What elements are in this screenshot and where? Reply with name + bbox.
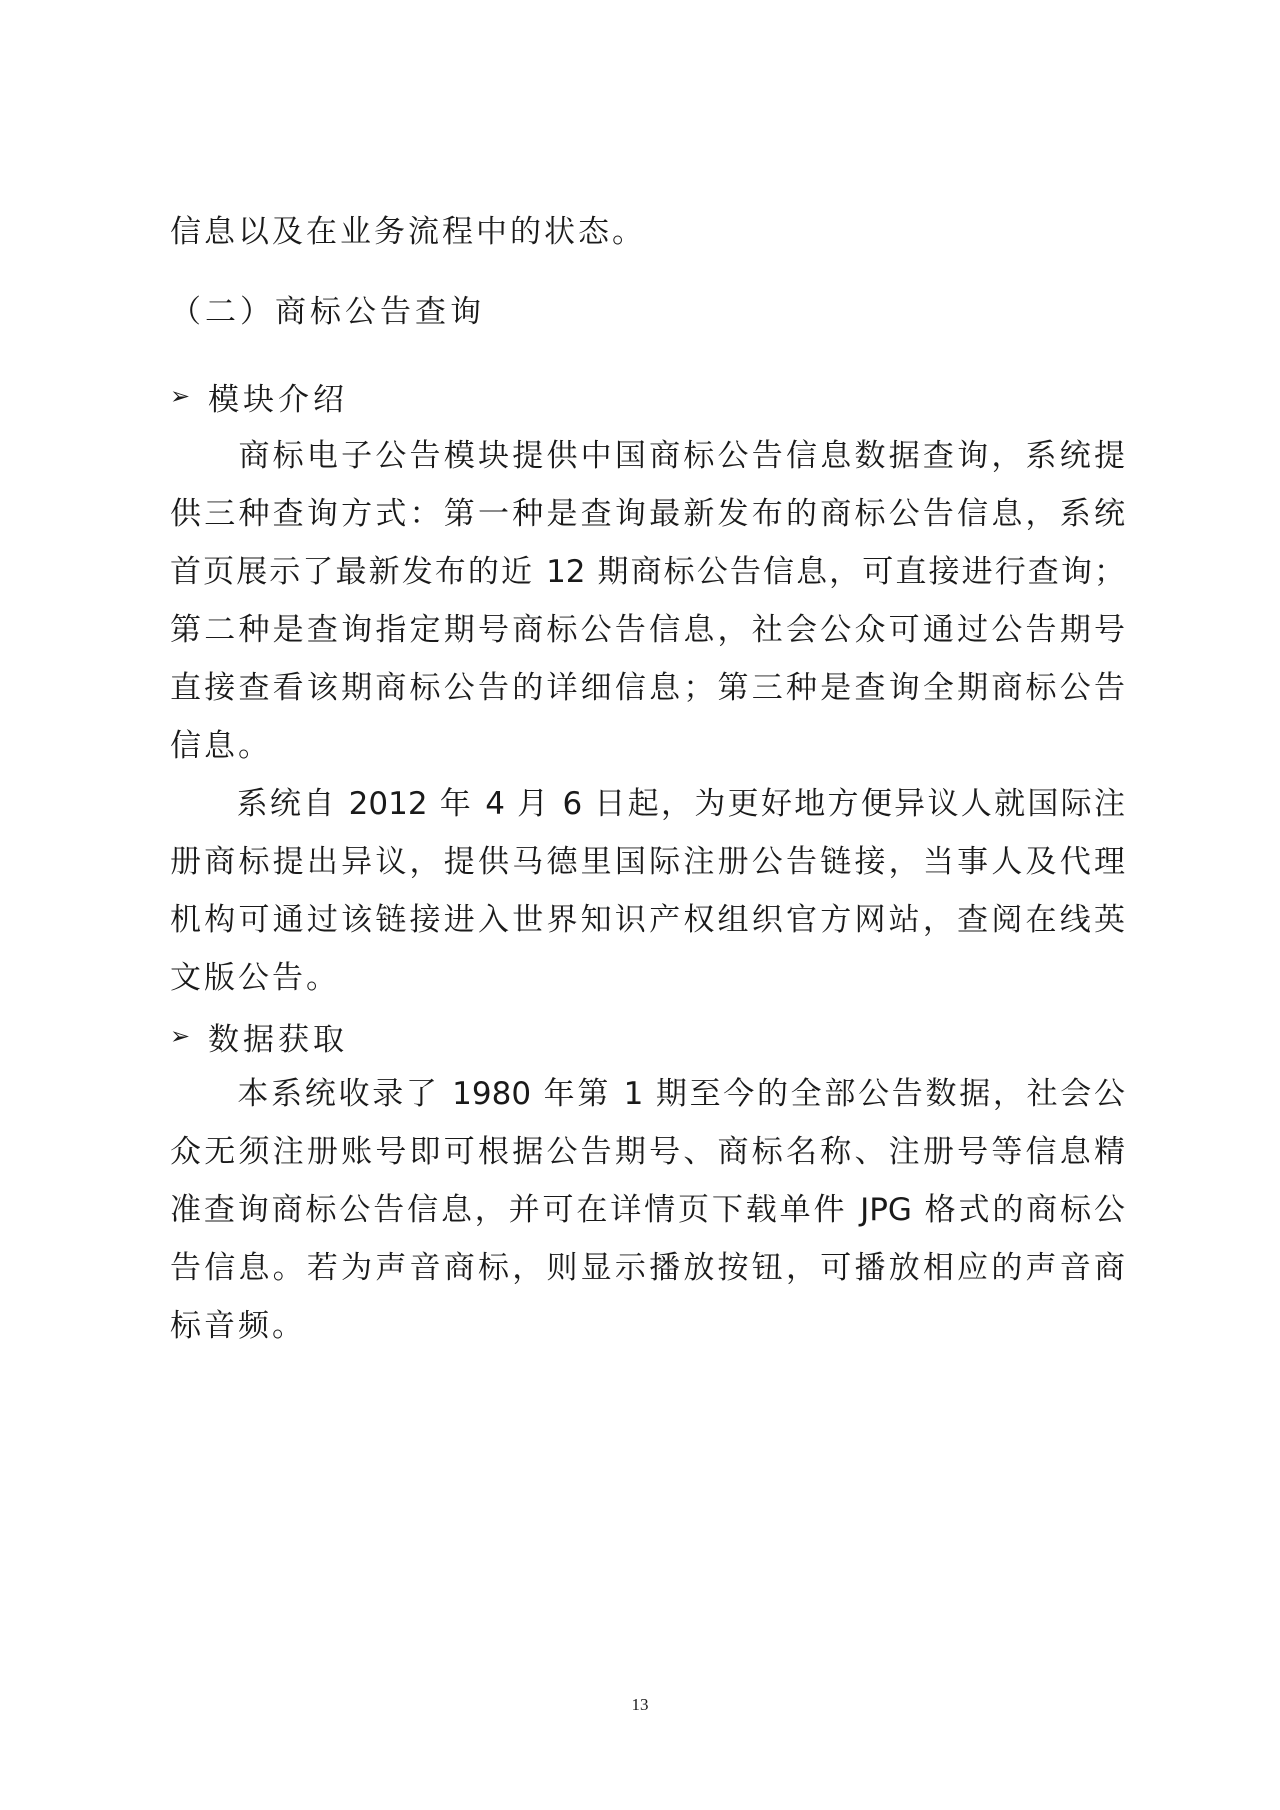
- page-number: 13: [631, 1695, 649, 1714]
- intro-line: 信息以及在业务流程中的状态。: [170, 214, 646, 250]
- paragraph-line: 机构可通过该链接进入世界知识产权组织官方网站，查阅在线英: [170, 902, 1125, 938]
- paragraph-line: 供三种查询方式：第一种是查询最新发布的商标公告信息，系统: [170, 496, 1125, 532]
- module-intro-title: 模块介绍: [208, 381, 348, 418]
- paragraph-line: 直接查看该期商标公告的详细信息；第三种是查询全期商标公告: [170, 670, 1125, 706]
- paragraph-line: 第二种是查询指定期号商标公告信息，社会公众可通过公告期号: [170, 612, 1125, 648]
- paragraph-line: 首页展示了最新发布的近 12 期商标公告信息，可直接进行查询；: [170, 554, 1125, 590]
- data-access-heading: [170, 1016, 348, 1056]
- paragraph-line: 众无须注册账号即可根据公告期号、商标名称、注册号等信息精: [170, 1134, 1125, 1170]
- paragraph-line: 告信息。若为声音商标，则显示播放按钮，可播放相应的声音商: [170, 1250, 1125, 1286]
- paragraph-line: 系统自 2012 年 4 月 6 日起，为更好地方便异议人就国际注: [170, 786, 1125, 822]
- paragraph-line: 准查询商标公告信息，并可在详情页下载单件 JPG 格式的商标公: [170, 1192, 1125, 1228]
- paragraph-line: 信息。: [170, 728, 272, 764]
- paragraph-line: 册商标提出异议，提供马德里国际注册公告链接，当事人及代理: [170, 844, 1125, 880]
- paragraph-line: 文版公告。: [170, 960, 340, 996]
- paragraph-line: 商标电子公告模块提供中国商标公告信息数据查询，系统提: [170, 438, 1125, 474]
- arrow-bullet-icon: ➢: [170, 1022, 191, 1050]
- paragraph-line: 标音频。: [170, 1308, 306, 1344]
- arrow-bullet-icon: ➢: [170, 382, 191, 410]
- paragraph-line: 本系统收录了 1980 年第 1 期至今的全部公告数据，社会公: [170, 1076, 1125, 1112]
- module-intro-heading: [170, 376, 348, 416]
- section-heading: （二）商标公告查询: [170, 294, 485, 330]
- data-access-title: 数据获取: [208, 1021, 348, 1058]
